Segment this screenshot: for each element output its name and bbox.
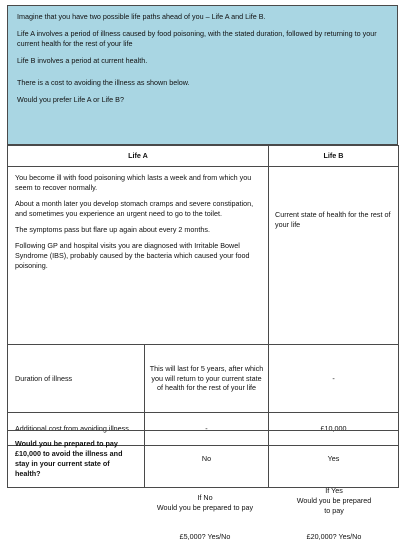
question-text: Would you be prepared to pay £10,000 to avoid the illness and stay in your current state of health? [8, 431, 145, 488]
comparison-table [7, 145, 399, 446]
question-row [8, 431, 399, 488]
followup-no-answer[interactable]: £5,000? Yes/No [179, 532, 231, 541]
answer-yes[interactable]: Yes [269, 431, 399, 488]
followup-yes-line-1: If Yes [325, 486, 343, 495]
followup-yes [270, 486, 398, 516]
intro-line-2: Life A involves a period of illness caused by food poisoning, with the stated duration, followed by returning to your current health for the rest of your life [17, 28, 377, 48]
scenario-a-para-1: You become ill with food poisoning which lasts a week and from which you seem to recover normally. [15, 173, 252, 192]
header-life-a: Life A [8, 146, 269, 167]
question-table [7, 430, 399, 488]
scenario-b-cell: Current state of health for the rest of your life [269, 167, 399, 345]
intro-line-4: There is a cost to avoiding the illness as shown below. [17, 77, 190, 87]
scenario-row [8, 167, 399, 345]
cost-a: - [145, 413, 269, 446]
answer-no[interactable]: No [145, 431, 269, 488]
intro-line-1: Imagine that you have two possible life paths ahead of you – Life A and Life B. [17, 12, 266, 21]
followup-yes-line-2: Would you be prepared to pay [296, 495, 372, 515]
followup-yes-answer[interactable]: £20,000? Yes/No [306, 532, 362, 541]
duration-label: Duration of illness [8, 345, 145, 413]
header-row [8, 146, 399, 167]
duration-b: - [269, 345, 399, 413]
intro-line-3: Life B involves a period at current health. [17, 55, 148, 65]
duration-row [8, 345, 399, 413]
followup-no [140, 493, 270, 513]
cost-b: £10,000 [269, 413, 399, 446]
cost-label: Additional cost from avoiding illness [8, 413, 145, 446]
followup-no-line-2: Would you be prepared to pay [156, 502, 254, 512]
header-life-b: Life B [269, 146, 399, 167]
scenario-a-para-4: Following GP and hospital visits you are diagnosed with Irritable Bowel Syndrome (IBS), probably caused by the bacteria which caused your food poisoning. [15, 240, 250, 270]
duration-a: This will last for 5 years, after which you will return to your current state of health for the rest of your life [145, 345, 269, 413]
intro-line-5: Would you prefer Life A or Life B? [17, 94, 124, 104]
scenario-a-cell [8, 167, 269, 345]
followup-no-line-1: If No [197, 493, 213, 502]
scenario-a-para-3: The symptoms pass but flare up again about every 2 months. [15, 224, 210, 234]
intro-box [7, 5, 398, 145]
scenario-a-para-2: About a month later you develop stomach cramps and severe constipation, and sometimes you experience an urgent need to go to the toilet. [15, 198, 254, 218]
